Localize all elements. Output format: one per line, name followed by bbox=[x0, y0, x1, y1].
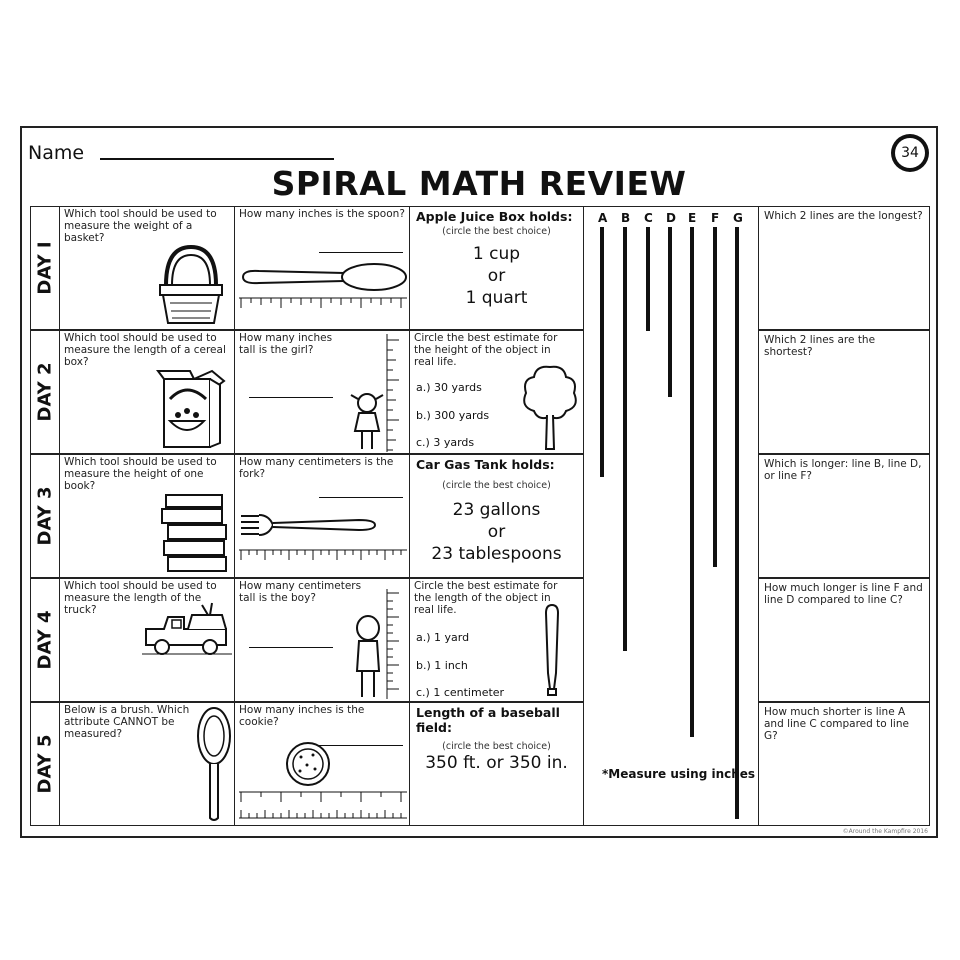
measure-question-cell bbox=[234, 578, 410, 702]
measure-question-cell bbox=[234, 330, 410, 454]
estimate-option-a[interactable]: a.) 1 yard bbox=[416, 631, 470, 644]
tool-question: Which tool should be used to measure the weight of a basket? bbox=[64, 208, 217, 244]
ruler-icon bbox=[239, 791, 407, 819]
line-question-1: Which 2 lines are the longest? bbox=[758, 206, 930, 330]
estimate-question: Circle the best estimate for the height of the object in real life. bbox=[414, 332, 558, 368]
measure-question-cell bbox=[234, 206, 410, 330]
baseball-bat-icon bbox=[542, 603, 562, 699]
day-label-cell bbox=[30, 206, 60, 330]
cookie-icon bbox=[285, 741, 331, 787]
boy-icon bbox=[353, 615, 383, 699]
girl-icon bbox=[347, 391, 387, 451]
line-letter-a: A bbox=[598, 211, 608, 225]
day-label: DAY 2 bbox=[34, 362, 56, 422]
choice-option-b[interactable]: 1 quart bbox=[465, 288, 528, 308]
spoon-icon bbox=[239, 262, 409, 292]
choice-cell bbox=[409, 454, 584, 578]
page-title: SPIRAL MATH REVIEW bbox=[271, 164, 687, 203]
measure-question: How many inches tall is the girl? bbox=[239, 332, 333, 356]
line-question-5: How much shorter is line A and line C compared to line G? bbox=[758, 702, 930, 826]
answer-line bbox=[319, 745, 403, 746]
choice-title: Car Gas Tank holds: bbox=[416, 457, 555, 472]
tool-question-cell bbox=[59, 578, 235, 702]
page-number: 34 bbox=[895, 138, 925, 168]
day-label: DAY 5 bbox=[34, 734, 56, 794]
choice-instruction: (circle the best choice) bbox=[442, 480, 551, 491]
estimate-option-c[interactable]: c.) 1 centimeter bbox=[416, 686, 505, 699]
choice-title: Length of a baseball field: bbox=[416, 705, 560, 735]
choice-or: or bbox=[487, 522, 506, 542]
tool-question-cell bbox=[59, 454, 235, 578]
estimate-option-b[interactable]: b.) 1 inch bbox=[416, 659, 468, 672]
cereal-box-icon bbox=[156, 369, 226, 449]
name-label: Name bbox=[28, 142, 85, 164]
day-label: DAY I bbox=[34, 241, 56, 295]
choice-option-a[interactable]: 1 cup bbox=[472, 244, 521, 264]
review-grid bbox=[30, 206, 930, 826]
measure-question-cell bbox=[234, 702, 410, 826]
estimate-cell bbox=[409, 578, 584, 702]
truck-icon bbox=[142, 601, 232, 657]
line-g bbox=[735, 227, 739, 819]
answer-line bbox=[249, 647, 333, 648]
day-label-cell bbox=[30, 702, 60, 826]
credit-text: ©Around the Kampfire 2016 bbox=[842, 828, 928, 835]
name-line bbox=[100, 158, 334, 160]
day-label: DAY 3 bbox=[34, 486, 56, 546]
day-row-1 bbox=[30, 206, 583, 330]
choice-option-b[interactable]: 23 tablespoons bbox=[431, 544, 562, 564]
page-number-badge bbox=[891, 134, 929, 172]
choice-instruction: (circle the best choice) bbox=[442, 741, 551, 752]
line-f bbox=[713, 227, 717, 567]
line-b bbox=[623, 227, 627, 651]
measure-question: How many centimeters is the fork? bbox=[239, 456, 394, 480]
tool-question-cell bbox=[59, 206, 235, 330]
basket-icon bbox=[156, 245, 226, 325]
tool-question: Which tool should be used to measure the length of a cereal box? bbox=[64, 332, 226, 368]
choice-or: or bbox=[487, 266, 506, 286]
answer-line bbox=[319, 252, 403, 253]
day-label: DAY 4 bbox=[34, 610, 56, 670]
day-row-2 bbox=[30, 330, 583, 454]
estimate-option-c[interactable]: c.) 3 yards bbox=[416, 436, 475, 449]
day-row-3 bbox=[30, 454, 583, 578]
line-letter-e: E bbox=[688, 211, 697, 225]
line-question-3: Which is longer: line B, line D, or line F? bbox=[758, 454, 930, 578]
ruler-icon bbox=[239, 549, 407, 563]
estimate-option-a[interactable]: a.) 30 yards bbox=[416, 381, 482, 394]
tree-icon bbox=[520, 363, 580, 451]
choice-option-a[interactable]: 23 gallons bbox=[452, 500, 541, 520]
estimate-cell bbox=[409, 330, 584, 454]
answer-line bbox=[249, 397, 333, 398]
line-c bbox=[646, 227, 650, 331]
brush-icon bbox=[196, 706, 232, 824]
vertical-ruler-icon bbox=[385, 334, 403, 452]
day-row-5 bbox=[30, 702, 583, 826]
day-label-cell bbox=[30, 578, 60, 702]
line-questions-column bbox=[758, 206, 930, 826]
worksheet bbox=[20, 126, 938, 838]
measure-question-cell bbox=[234, 454, 410, 578]
measure-note: *Measure using inches bbox=[602, 767, 756, 781]
fork-icon bbox=[239, 510, 409, 540]
day-row-4 bbox=[30, 578, 583, 702]
line-letter-f: F bbox=[711, 211, 720, 225]
choice-cell bbox=[409, 702, 584, 826]
line-letter-c: C bbox=[644, 211, 653, 225]
lines-panel bbox=[583, 206, 759, 826]
tool-question-cell bbox=[59, 330, 235, 454]
measure-question: How many inches is the spoon? bbox=[239, 208, 405, 220]
tool-question: Which tool should be used to measure the length of the truck? bbox=[64, 580, 217, 616]
line-letter-b: B bbox=[621, 211, 631, 225]
line-question-4: How much longer is line F and line D compared to line C? bbox=[758, 578, 930, 702]
answer-line bbox=[319, 497, 403, 498]
tool-question-cell bbox=[59, 702, 235, 826]
choice-cell bbox=[409, 206, 584, 330]
choice-title: Apple Juice Box holds: bbox=[416, 209, 573, 224]
day-label-cell bbox=[30, 454, 60, 578]
day-label-cell bbox=[30, 330, 60, 454]
line-letter-g: G bbox=[733, 211, 743, 225]
line-letter-d: D bbox=[666, 211, 676, 225]
choice-instruction: (circle the best choice) bbox=[442, 226, 551, 237]
measure-question: How many centimeters tall is the boy? bbox=[239, 580, 362, 604]
tool-question: Which tool should be used to measure the height of one book? bbox=[64, 456, 217, 492]
line-d bbox=[668, 227, 672, 397]
ruler-icon bbox=[239, 297, 407, 311]
choice-options[interactable]: 350 ft. or 350 in. bbox=[425, 753, 568, 773]
line-a bbox=[600, 227, 604, 477]
books-icon bbox=[160, 493, 232, 573]
estimate-question: Circle the best estimate for the length of the object in real life. bbox=[414, 580, 558, 616]
estimate-option-b[interactable]: b.) 300 yards bbox=[416, 409, 490, 422]
vertical-ruler-icon bbox=[385, 589, 403, 699]
tool-question: Below is a brush. Which attribute CANNOT be measured? bbox=[64, 704, 190, 740]
line-e bbox=[690, 227, 694, 737]
line-question-2: Which 2 lines are the shortest? bbox=[758, 330, 930, 454]
measure-question: How many inches is the cookie? bbox=[239, 704, 365, 728]
